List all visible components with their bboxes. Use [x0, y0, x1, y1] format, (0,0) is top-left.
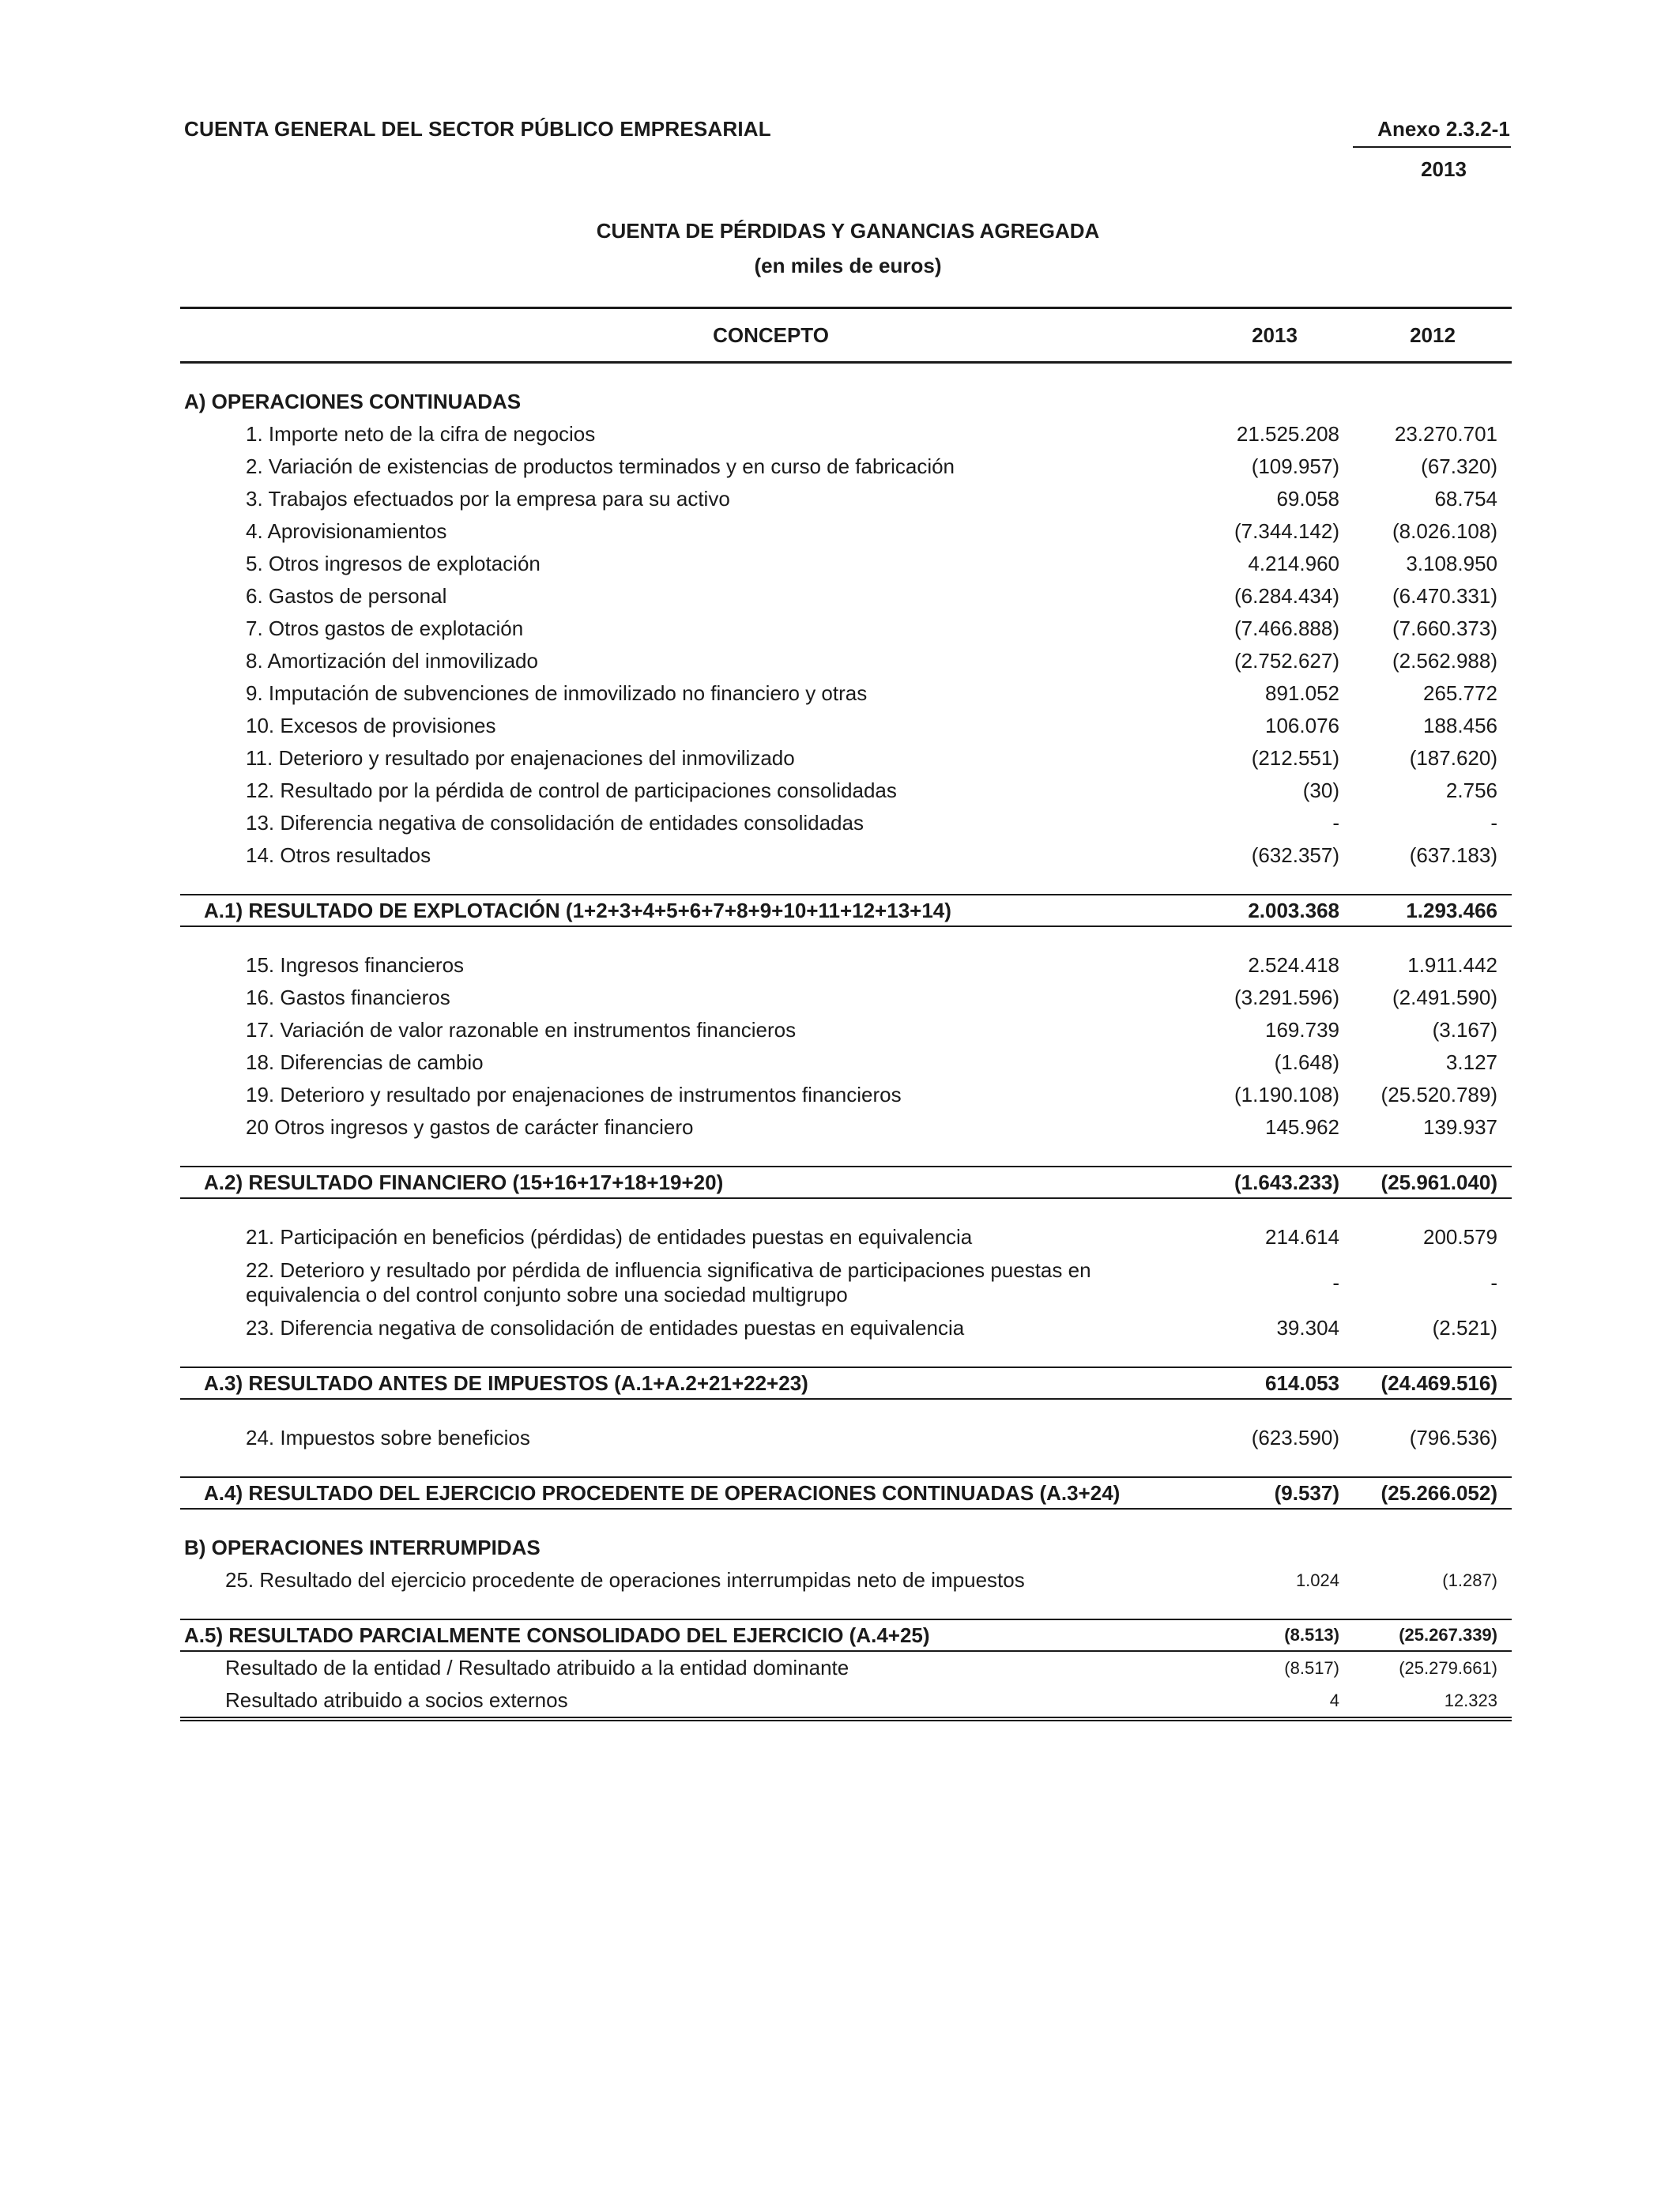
table-row	[180, 450, 1512, 483]
row-value-2012: (3.167)	[1432, 1018, 1497, 1042]
table-row	[180, 613, 1512, 645]
row-value-2012: (8.026.108)	[1392, 519, 1497, 543]
table-row	[180, 1046, 1512, 1079]
row-value-2013: (632.357)	[1251, 843, 1339, 867]
row-label: 14. Otros resultados	[246, 843, 431, 867]
row-value-2013: 2.524.418	[1248, 953, 1339, 977]
section-heading-b: B) OPERACIONES INTERRUMPIDAS	[184, 1536, 541, 1559]
row-label: 9. Imputación de subvenciones de inmovilizado no financiero y otras	[246, 681, 868, 705]
table-row	[180, 742, 1512, 775]
row-label: 7. Otros gastos de explotación	[246, 616, 524, 640]
row-value-2013: (109.957)	[1251, 454, 1339, 478]
table-row	[180, 982, 1512, 1014]
table-row-attrib-external: Resultado atribuido a socios externos 4 12.323	[180, 1684, 1512, 1721]
table-row	[180, 839, 1512, 872]
table-row-25: 25. Resultado del ejercicio procedente de operaciones interrumpidas neto de impuestos 1.024 (1.287)	[225, 1568, 1497, 1592]
income-statement-table	[180, 307, 1512, 1721]
row-value-2012: -	[1490, 811, 1497, 835]
row-label: 1. Importe neto de la cifra de negocios	[246, 422, 596, 446]
table-row	[180, 775, 1512, 807]
row-value-2012: (187.620)	[1409, 746, 1497, 770]
total-row-a3: A.3) RESULTADO ANTES DE IMPUESTOS (A.1+A.2+21+22+23) 614.053 (24.469.516)	[180, 1367, 1512, 1400]
table-row	[180, 483, 1512, 515]
row-value-2013: (30)	[1302, 778, 1339, 802]
total-row-a2: A.2) RESULTADO FINANCIERO (15+16+17+18+19+20) (1.643.233) (25.961.040)	[180, 1166, 1512, 1199]
report-title	[0, 213, 1680, 283]
total-row-a5: A.5) RESULTADO PARCIALMENTE CONSOLIDADO DEL EJERCICIO (A.4+25) (8.513) (25.267.339)	[180, 1619, 1512, 1652]
table-header	[180, 307, 1512, 364]
row-value-2013: (212.551)	[1251, 746, 1339, 770]
row-value-2013: 21.525.208	[1236, 422, 1339, 446]
row-value-2012: (6.470.331)	[1392, 584, 1497, 608]
row-value-2012: (25.520.789)	[1381, 1083, 1497, 1106]
row-value-2012: (2.491.590)	[1392, 986, 1497, 1009]
row-value-2013: (1.190.108)	[1234, 1083, 1339, 1106]
row-value-2012: 2.756	[1445, 778, 1497, 802]
table-row-22: 22. Deterioro y resultado por pérdida de influencia significativa de participaciones puestas en equivalencia o del control conjunto sobre una sociedad multigrupo - -	[246, 1258, 1497, 1306]
row-value-2012: 188.456	[1423, 714, 1497, 737]
report-title-main: CUENTA DE PÉRDIDAS Y GANANCIAS AGREGADA	[596, 219, 1100, 243]
row-label: 10. Excesos de provisiones	[246, 714, 496, 737]
table-row-24: 24. Impuestos sobre beneficios (623.590) (796.536)	[246, 1426, 1497, 1449]
row-label: 5. Otros ingresos de explotación	[246, 552, 541, 575]
annex-block	[1353, 117, 1511, 182]
table-row	[180, 580, 1512, 613]
row-label: 13. Diferencia negativa de consolidación de entidades consolidadas	[246, 811, 864, 835]
annex-year: 2013	[1421, 157, 1467, 181]
table-row	[180, 548, 1512, 580]
table-row	[180, 949, 1512, 982]
row-value-2013: (1.648)	[1274, 1050, 1339, 1074]
row-value-2012: (67.320)	[1421, 454, 1497, 478]
table-row	[180, 1111, 1512, 1144]
row-label: 2. Variación de existencias de productos terminados y en curso de fabricación	[246, 454, 955, 478]
row-value-2013: 891.052	[1265, 681, 1339, 705]
row-value-2012: 68.754	[1434, 487, 1497, 511]
column-header-2012: 2012	[1410, 322, 1456, 347]
row-value-2013: (6.284.434)	[1234, 584, 1339, 608]
row-label: 12. Resultado por la pérdida de control de participaciones consolidadas	[246, 778, 897, 802]
table-row	[180, 1014, 1512, 1046]
row-value-2013: -	[1332, 811, 1339, 835]
row-label: 20 Otros ingresos y gastos de carácter financiero	[246, 1115, 694, 1139]
row-label: 17. Variación de valor razonable en instrumentos financieros	[246, 1018, 797, 1042]
table-row	[180, 515, 1512, 548]
row-value-2013: (7.344.142)	[1234, 519, 1339, 543]
table-row	[180, 418, 1512, 450]
row-label: 19. Deterioro y resultado por enajenaciones de instrumentos financieros	[246, 1083, 902, 1106]
row-value-2013: 169.739	[1265, 1018, 1339, 1042]
row-value-2013: 69.058	[1276, 487, 1339, 511]
row-value-2013: (7.466.888)	[1234, 616, 1339, 640]
row-label: 16. Gastos financieros	[246, 986, 450, 1009]
row-value-2012: 3.127	[1445, 1050, 1497, 1074]
total-row-a4: A.4) RESULTADO DEL EJERCICIO PROCEDENTE DE OPERACIONES CONTINUADAS (A.3+24) (9.537) (25.266.052)	[180, 1476, 1512, 1510]
column-header-2013: 2013	[1252, 322, 1298, 347]
row-label: 11. Deterioro y resultado por enajenaciones del inmovilizado	[246, 746, 795, 770]
section-heading-a: A) OPERACIONES CONTINUADAS	[184, 390, 522, 413]
row-label: 18. Diferencias de cambio	[246, 1050, 484, 1074]
table-row-attrib-dominant: Resultado de la entidad / Resultado atribuido a la entidad dominante (8.517) (25.279.661)	[225, 1656, 1497, 1679]
table-row	[180, 807, 1512, 839]
table-row	[180, 677, 1512, 710]
table-row	[180, 645, 1512, 677]
table-row	[180, 710, 1512, 742]
report-title-units: (en miles de euros)	[754, 254, 942, 277]
row-value-2012: (637.183)	[1409, 843, 1497, 867]
row-label: 4. Aprovisionamientos	[246, 519, 447, 543]
table-row-21: 21. Participación en beneficios (pérdidas) de entidades puestas en equivalencia 214.614 200.579	[246, 1225, 1497, 1249]
document-header: CUENTA GENERAL DEL SECTOR PÚBLICO EMPRESARIAL	[184, 117, 771, 141]
section-a-items	[180, 418, 1512, 872]
column-header-concept: CONCEPTO	[713, 322, 829, 347]
row-value-2012: 265.772	[1423, 681, 1497, 705]
row-value-2013: 106.076	[1265, 714, 1339, 737]
row-value-2012: (7.660.373)	[1392, 616, 1497, 640]
table-row-23: 23. Diferencia negativa de consolidación de entidades puestas en equivalencia 39.304 (2.521)	[246, 1316, 1497, 1340]
row-value-2013: (3.291.596)	[1234, 986, 1339, 1009]
row-value-2013: 145.962	[1265, 1115, 1339, 1139]
row-label: 15. Ingresos financieros	[246, 953, 465, 977]
row-value-2013: (2.752.627)	[1234, 649, 1339, 673]
table-row	[180, 1079, 1512, 1111]
row-value-2012: 3.108.950	[1406, 552, 1497, 575]
row-label: 8. Amortización del inmovilizado	[246, 649, 538, 673]
annex-label: Anexo 2.3.2-1	[1353, 117, 1511, 148]
row-value-2012: 23.270.701	[1394, 422, 1497, 446]
total-row-a1: A.1) RESULTADO DE EXPLOTACIÓN (1+2+3+4+5+6+7+8+9+10+11+12+13+14) 2.003.368 1.293.466	[180, 894, 1512, 927]
row-value-2013: 4.214.960	[1248, 552, 1339, 575]
row-label: 3. Trabajos efectuados por la empresa para su activo	[246, 487, 730, 511]
row-value-2012: 1.911.442	[1407, 953, 1497, 977]
financial-items	[180, 949, 1512, 1144]
row-value-2012: (2.562.988)	[1392, 649, 1497, 673]
row-label: 6. Gastos de personal	[246, 584, 447, 608]
row-value-2012: 139.937	[1423, 1115, 1497, 1139]
